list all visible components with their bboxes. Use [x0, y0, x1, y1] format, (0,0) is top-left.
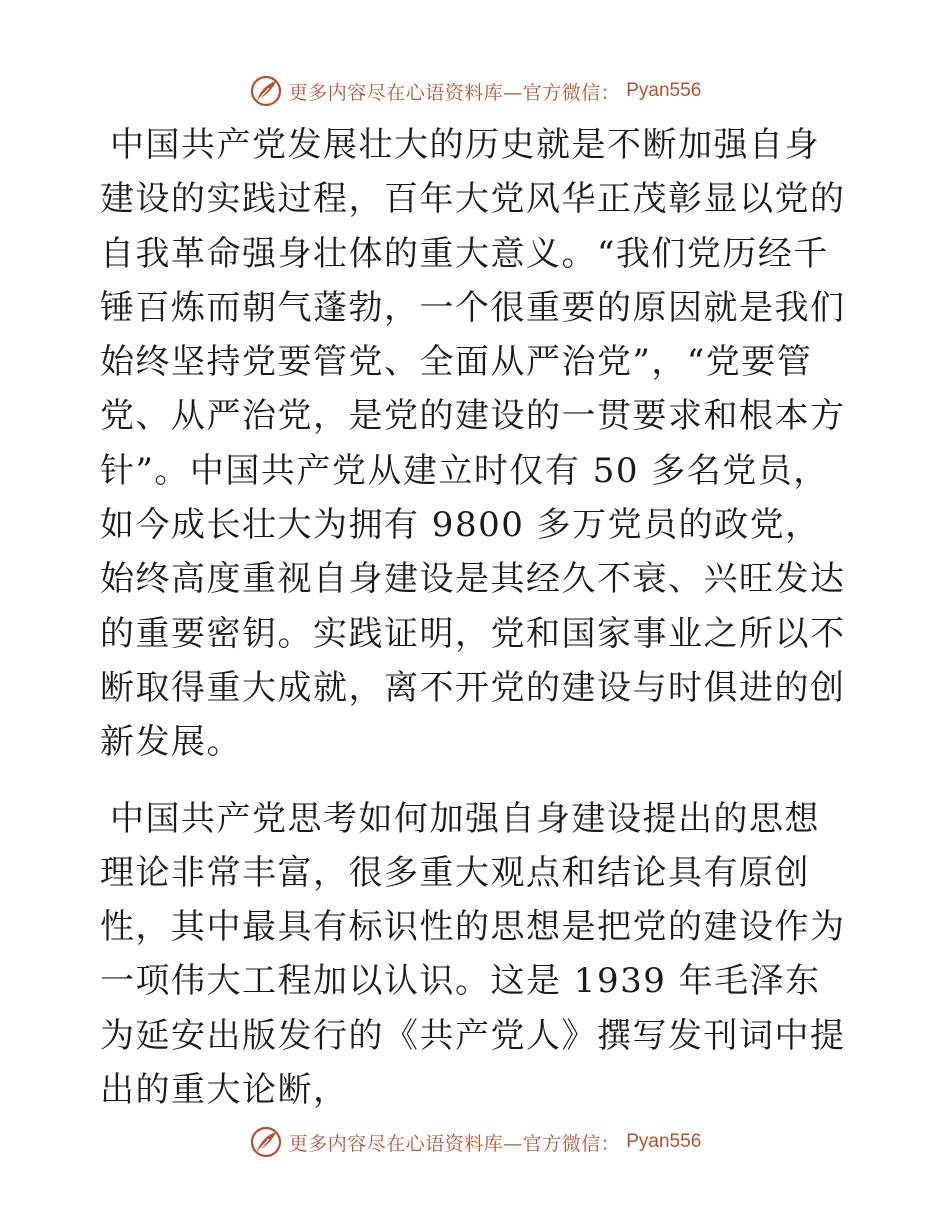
footer-watermark [0, 1122, 950, 1162]
header-watermark [0, 71, 950, 111]
paragraph-1: 中国共产党发展壮大的历史就是不断加强自身建设的实践过程，百年大党风华正茂彰显以党的自我革命强身壮体的重大意义。“我们党历经千锤百炼而朝气蓬勃，一个很重要的原因就是我们始终坚持党要管党、全面从严治党”，“党要管党、从严治党，是党的建设的一贯要求和根本方针”。中国共产党从建立时仅有 50 多名党员，如今成长壮大为拥有 9800 多万党员的政党，始终高度重视自身建设是其经久不衰、兴旺发达的重要密钥。实践证明，党和国家事业之所以不断取得重大成就，离不开党的建设与时俱进的创新发展。 [100, 125, 846, 763]
watermark-brand: Pyan556 [626, 1131, 702, 1152]
document-body [100, 118, 852, 1117]
paragraph-2: 中国共产党思考如何加强自身建设提出的思想理论非常丰富，很多重大观点和结论具有原创性，其中最具有标识性的思想是把党的建设作为一项伟大工程加以认识。这是 1939 年毛泽东为延安出版发行的《共产党人》撰写发刊词中提出的重大论断， [100, 798, 846, 1111]
feather-pen-logo-icon [249, 74, 283, 108]
watermark-text: 更多内容尽在心语资料库—官方微信： [288, 81, 621, 104]
watermark-brand: Pyan556 [626, 80, 702, 101]
watermark-text: 更多内容尽在心语资料库—官方微信： [288, 1132, 621, 1155]
feather-pen-logo-icon [249, 1125, 283, 1159]
